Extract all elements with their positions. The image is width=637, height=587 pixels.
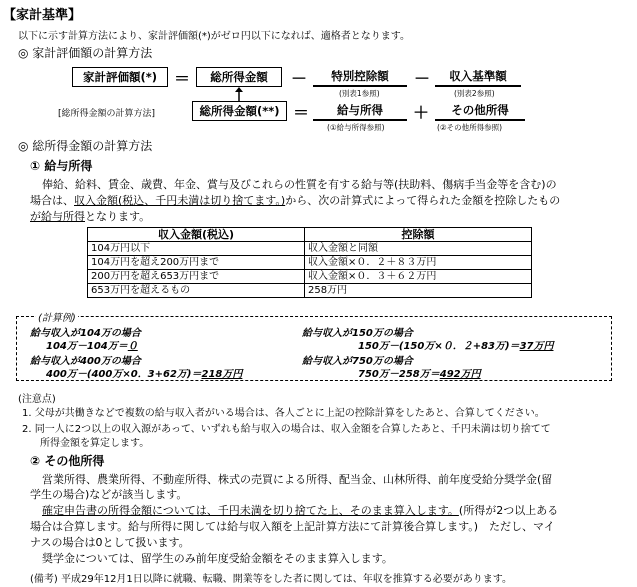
minus-sign: － [291, 69, 308, 88]
table-header: 控除額 [305, 228, 532, 242]
table-cell: 104万円を超え200万円まで [88, 256, 305, 270]
example-b-title: 給与収入が150万の場合 [302, 328, 413, 339]
label-calc-method: [総所得金額の計算方法] [58, 109, 156, 119]
sonota-p1a: 営業所得、農業所得、不動産所得、株式の売買による所得、配当金、山林所得、前年度受給分奨学金(留 [42, 473, 553, 486]
example-a-calc: 104万－104万＝０ [46, 341, 138, 352]
note-2a: 2. 同一人に2つ以上の収入源があって、いずれも給与収入の場合は、収入金額を合算したあと、千円未満は切り捨てて [22, 424, 551, 435]
note-beppyo2: (別表2参照) [454, 89, 495, 98]
kyuyo-line1: 俸給、給料、賃金、歳費、年金、賞与及びこれらの性質を有する給与等(扶助料、傷病手当金等を含む)の [42, 178, 557, 191]
sonota-p2b: 場合は合算します。給与所得に関しては給与収入額を上記計算方法にて計算後合算します。) ただし、マイ [30, 520, 555, 533]
box-sou-shotoku: 総所得金額 [196, 67, 282, 87]
deduction-table [87, 227, 532, 298]
page-title: 【家計基準】 [3, 8, 82, 23]
example-c-title: 給与収入が400万の場合 [30, 356, 141, 367]
table-cell: 収入金額×０．２＋８３万円 [305, 256, 532, 270]
kyuyo-line2: 場合は、収入金額(税込、千円未満は切り捨てます。)から、次の計算式によって得られた金額を控除したもの [30, 194, 561, 207]
example-a-title: 給与収入が104万の場合 [30, 328, 141, 339]
table-row [88, 242, 532, 256]
equals-sign: ＝ [174, 69, 191, 88]
equals-sign-2: ＝ [293, 103, 310, 122]
note-2b: 所得金額を算定します。 [40, 438, 150, 449]
table-row [88, 284, 532, 298]
table-row [88, 256, 532, 270]
heading-kyuyo: ① 給与所得 [30, 159, 93, 173]
table-cell: 104万円以下 [88, 242, 305, 256]
kyuyo-line3: が給与所得となります。 [30, 210, 151, 223]
example-b-calc: 150万－(150万×０．２+83万)＝37万円 [358, 341, 554, 352]
heading-sonota: ② その他所得 [30, 454, 105, 468]
plus-sign: ＋ [413, 103, 430, 122]
minus-sign-2: － [414, 69, 431, 88]
intro-text: 以下に示す計算方法により、家計評価額(*)がゼロ円以下になれば、適格者となります。 [18, 31, 411, 42]
table-cell: 653万円を超えるもの [88, 284, 305, 298]
note-beppyo1: (別表1参照) [339, 89, 380, 98]
box-shunyu-kijun: 収入基準額 [435, 67, 521, 87]
example-c-calc: 400万－(400万×0．3+62万)＝218万円 [46, 369, 243, 380]
table-cell: 収入金額×０．３＋６２万円 [305, 270, 532, 284]
note-1: 1. 父母が共働きなどで複数の給与収入者がいる場合は、各人ごとに上記の控除計算をしたあと、合算してください。 [22, 408, 545, 419]
box-tokubetsu-kojo: 特別控除額 [313, 67, 407, 87]
table-cell: 200万円を超え653万円まで [88, 270, 305, 284]
notes-label: (注意点) [18, 394, 56, 405]
example-label: (計算例) [36, 309, 78, 324]
table-cell: 収入金額と同額 [305, 242, 532, 256]
table-cell: 258万円 [305, 284, 532, 298]
example-d-title: 給与収入が750万の場合 [302, 356, 413, 367]
box-sonota-shotoku: その他所得 [435, 101, 525, 121]
up-arrow-icon [234, 87, 244, 101]
sonota-p1b: 学生の場合)などが該当します。 [30, 488, 188, 501]
sonota-p2c: ナスの場合は0として扱います。 [30, 536, 190, 549]
sonota-p2: 確定申告書の所得金額については、千円未満を切り捨てた上、そのまま算入します。(所得が2つ以上ある [42, 504, 559, 517]
note-sonota: (②その他所得参照) [437, 123, 503, 132]
section-heading-kakei: ◎ 家計評価額の計算方法 [18, 46, 153, 60]
footer-note: (備考) 平成29年12月1日以降に就職、転職、開業等をした者に関しては、年収を推算する必要があります。 [30, 574, 512, 585]
table-header: 収入金額(税込) [88, 228, 305, 242]
note-kyuyo: (①給与所得参照) [327, 123, 385, 132]
section-heading-sou: ◎ 総所得金額の計算方法 [18, 139, 153, 153]
box-sou-shotoku-2: 総所得金額(**) [192, 101, 287, 121]
sonota-p3: 奨学金については、留学生のみ前年度受給金額をそのまま算入します。 [42, 552, 393, 565]
example-d-calc: 750万－258万＝492万円 [358, 369, 481, 380]
box-kyuyo-shotoku: 給与所得 [313, 101, 407, 121]
table-row [88, 270, 532, 284]
box-kakei-hyoka: 家計評価額(*) [72, 67, 168, 87]
